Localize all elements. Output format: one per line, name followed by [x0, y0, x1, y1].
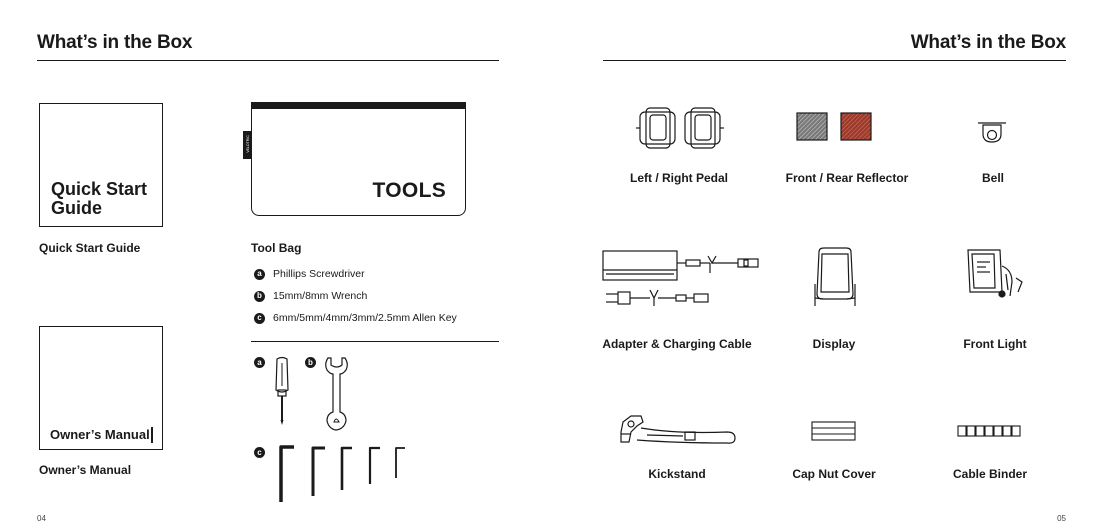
item-label-cable-binder: Cable Binder [952, 467, 1027, 481]
display-icon [810, 246, 860, 312]
quick-start-guide-booklet [39, 103, 163, 227]
badge-b: b [254, 291, 265, 302]
illustration-badge-c: c [254, 447, 265, 458]
item-label-kickstand: Kickstand [648, 467, 706, 481]
reflector-icon [796, 112, 874, 142]
kickstand-icon [617, 412, 739, 450]
tool-bag-illustration [246, 102, 466, 216]
item-label-front-light: Front Light [963, 337, 1027, 351]
item-label-cap-nut-cover: Cap Nut Cover [792, 467, 876, 481]
item-label-pedal: Left / Right Pedal [629, 171, 728, 185]
tool-item-allen-key [254, 312, 457, 324]
cap-nut-cover-icon [811, 421, 857, 441]
right-title-rule [603, 60, 1066, 61]
owners-manual-booklet [39, 326, 163, 450]
owners-manual-cover-text: Owner’s Manual [50, 427, 150, 442]
badge-a: a [254, 269, 265, 280]
tool-bag-items-list [254, 268, 457, 324]
right-page-number: 05 [1057, 514, 1066, 522]
badge-c: c [254, 313, 265, 324]
screwdriver-icon [272, 356, 296, 426]
illustration-badge-a: a [254, 357, 265, 368]
left-page-number: 04 [37, 514, 46, 522]
cable-binder-icon [957, 425, 1025, 439]
tool-bag-text: TOOLS [372, 179, 446, 202]
charger-icon [602, 246, 762, 314]
tool-item-wrench [254, 290, 457, 302]
front-light-icon [964, 246, 1026, 304]
manual-spine-mark [151, 427, 153, 443]
left-title-rule [37, 60, 499, 61]
tool-item-label: 15mm/8mm Wrench [273, 290, 368, 302]
item-label-bell: Bell [981, 171, 1004, 185]
allen-keys-icon [277, 444, 412, 506]
quick-start-caption: Quick Start Guide [39, 241, 141, 255]
pedal-icon [636, 106, 724, 148]
bell-icon [976, 121, 1008, 145]
tool-item-label: 6mm/5mm/4mm/3mm/2.5mm Allen Key [273, 312, 457, 324]
tool-bag-zipper [251, 102, 466, 109]
wrench-icon [322, 356, 352, 432]
item-label-reflector: Front / Rear Reflector [785, 171, 909, 185]
right-page-title: What’s in the Box [910, 32, 1066, 53]
quick-start-cover-text: Quick Start Guide [51, 179, 148, 218]
left-page-title: What’s in the Box [37, 32, 193, 53]
tool-bag-tag [243, 131, 252, 159]
item-label-charger: Adapter & Charging Cable [602, 337, 752, 351]
tool-bag-tag-text: VELOTRIC [246, 135, 250, 153]
tool-item-screwdriver [254, 268, 457, 280]
owners-manual-caption: Owner’s Manual [39, 463, 132, 477]
tools-divider-rule [251, 341, 499, 342]
illustration-badge-b: b [305, 357, 316, 368]
tool-bag-caption: Tool Bag [251, 241, 302, 255]
tool-item-label: Phillips Screwdriver [273, 268, 365, 280]
item-label-display: Display [812, 337, 856, 351]
